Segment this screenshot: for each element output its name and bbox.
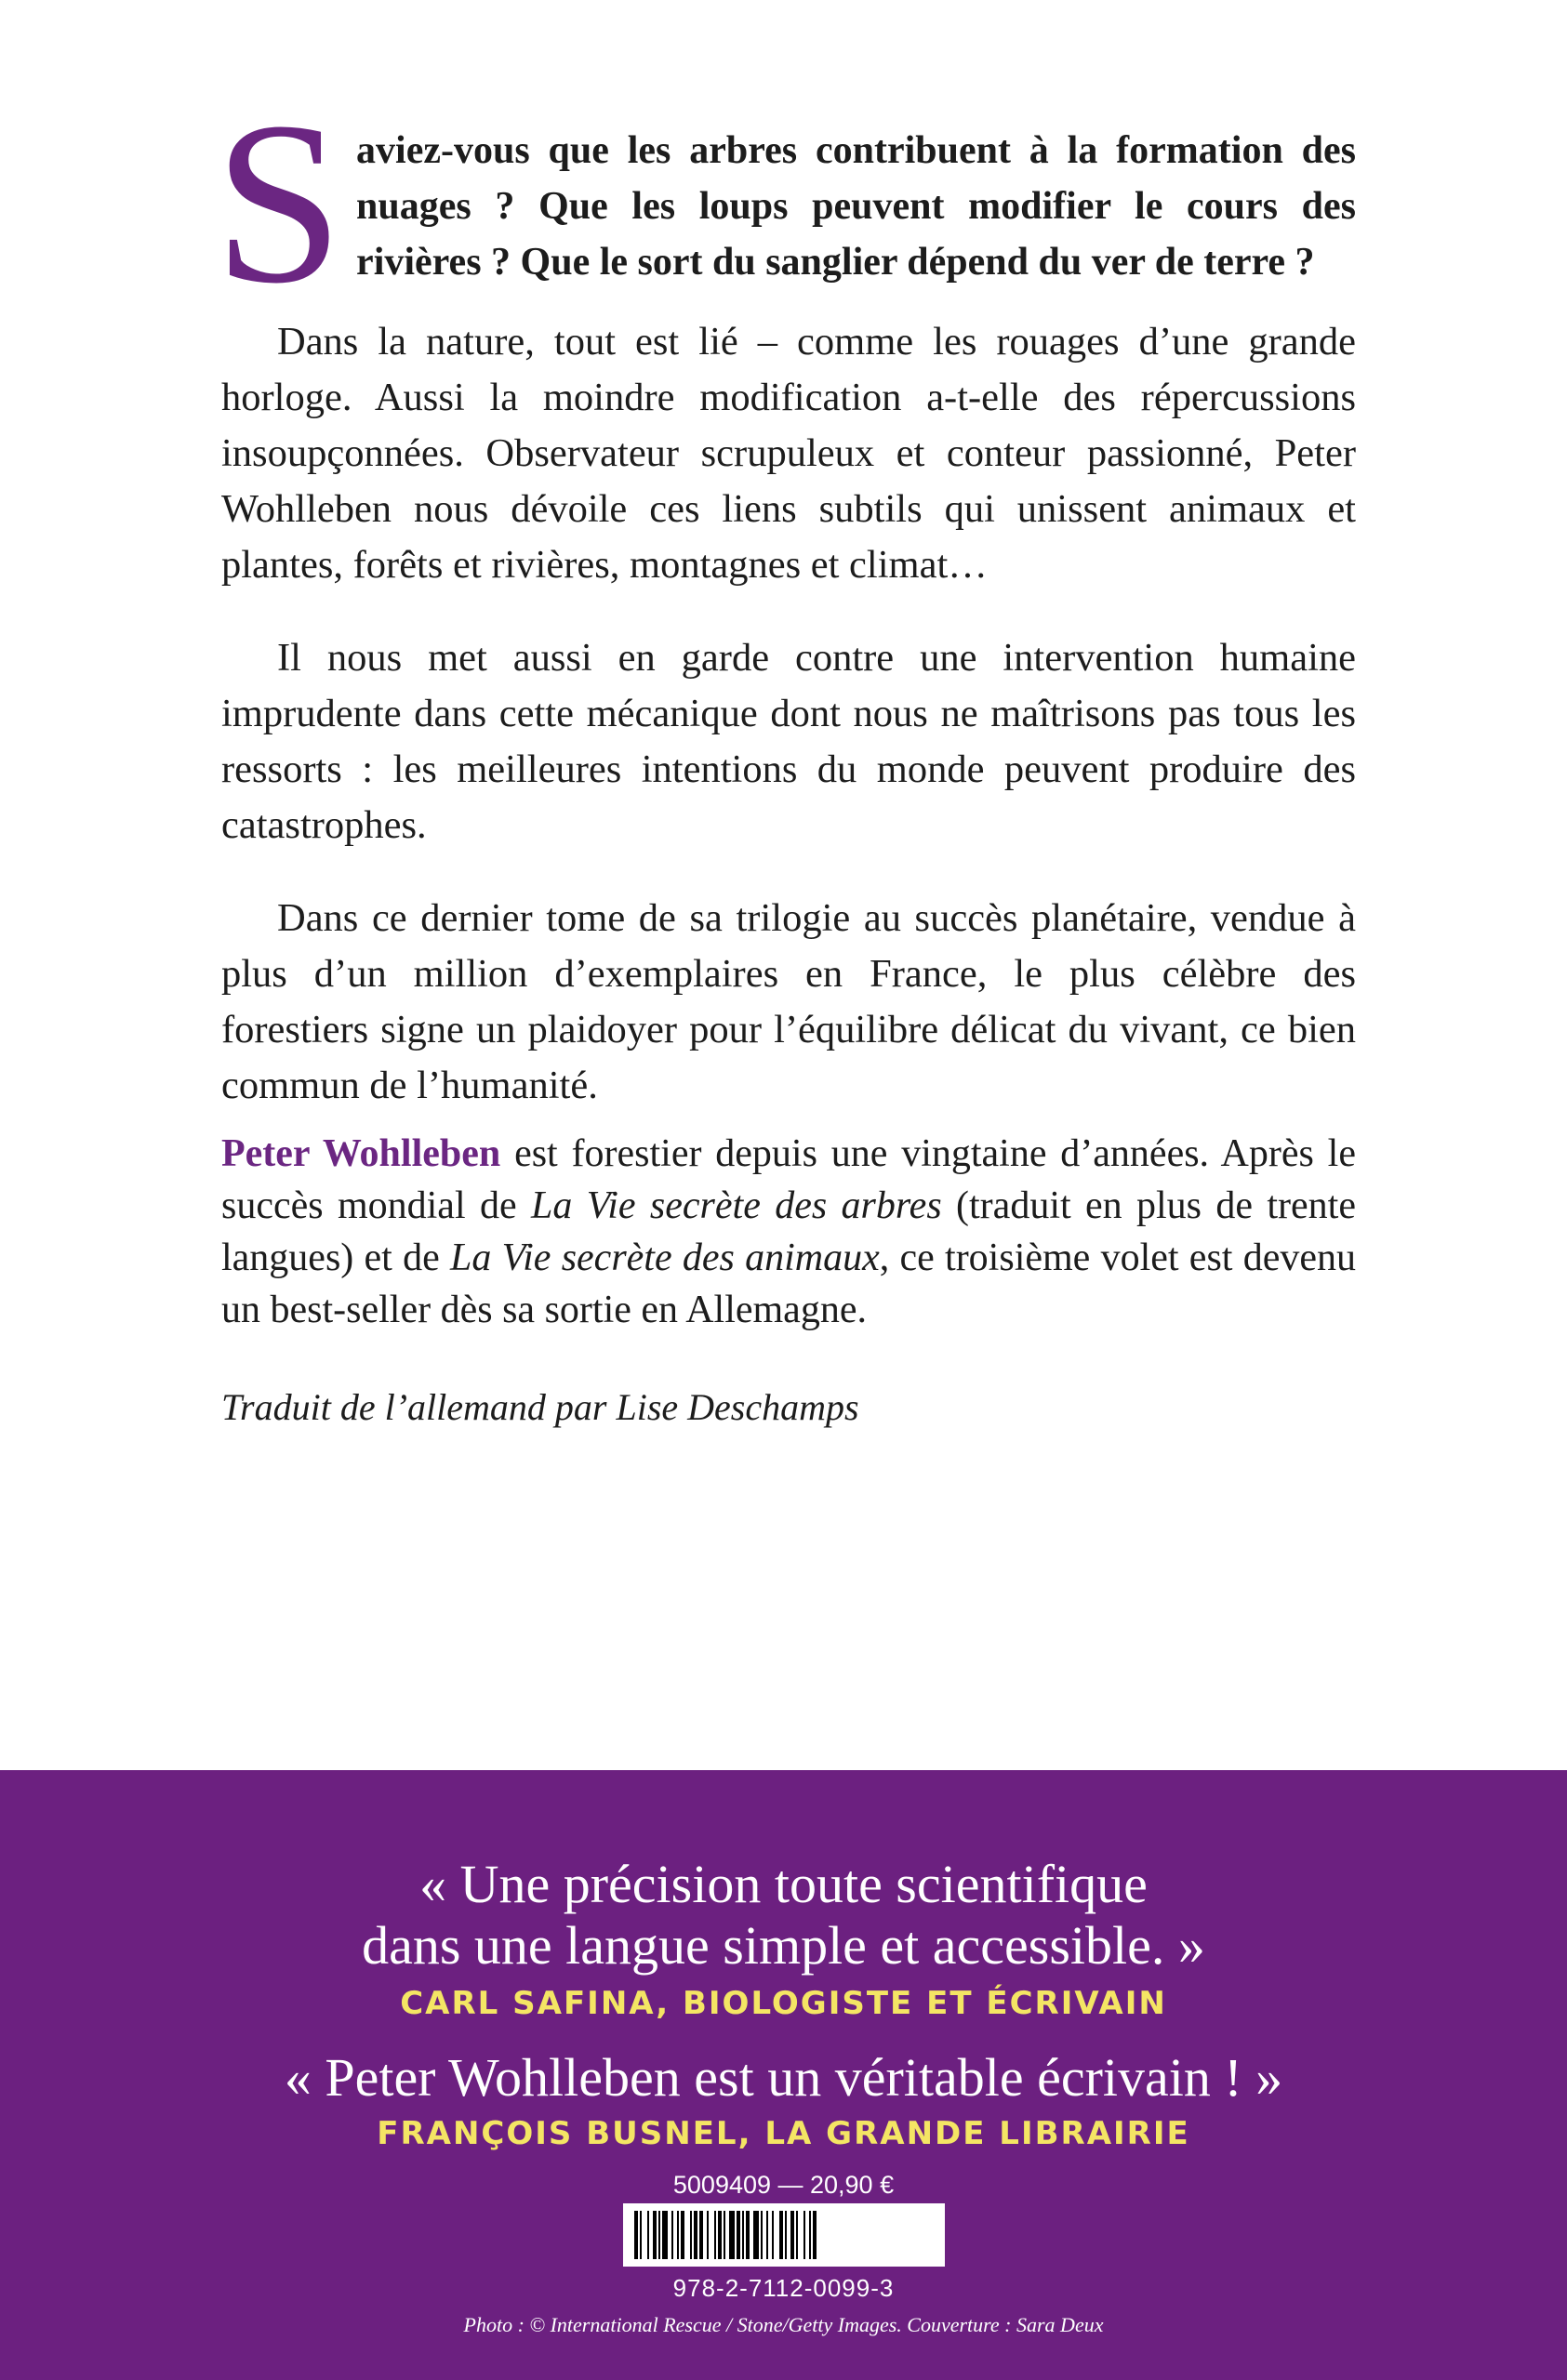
- quote-2: « Peter Wohlleben est un véritable écrivain ! »: [284, 2047, 1283, 2108]
- barcode-bar: [724, 2211, 725, 2259]
- paragraph-1: Dans la nature, tout est lié – comme les rouages d’une grande horloge. Aussi la moindre modification a-t-elle des répercussions insoupçonnées. Observateur scrupuleux et conteur passionné, Peter Wohlleben nous dévoile ces liens subtils qui unissent animaux et plantes, forêts et rivières, montagnes et climat…: [221, 320, 1356, 587]
- barcode-bar: [671, 2211, 673, 2259]
- photo-credits: Photo : © International Rescue / Stone/Getty Images. Couverture : Sara Deux: [463, 2313, 1104, 2336]
- drop-cap: S: [214, 74, 344, 332]
- barcode-bar: [813, 2211, 817, 2259]
- barcode-bars: [632, 2211, 936, 2259]
- barcode-bar: [796, 2211, 798, 2259]
- quote-1-line-1: « Une précision toute scientifique: [419, 1854, 1148, 1914]
- translator-credit: Traduit de l’allemand par Lise Deschamps: [221, 1386, 859, 1428]
- paragraph-2: Il nous met aussi en garde contre une intervention humaine imprudente dans cette mécanique dont nous ne maîtrisons pas tous les ressorts : les meilleures intentions du monde peuvent produire des catastrophes.: [221, 636, 1356, 847]
- barcode-bar: [803, 2211, 805, 2259]
- quote-1-attribution: CARL SAFINA, BIOLOGISTE ET ÉCRIVAIN: [400, 1985, 1167, 2022]
- author-name: Peter Wohlleben: [221, 1132, 501, 1175]
- barcode-bar: [742, 2211, 744, 2259]
- barcode-bar: [729, 2211, 735, 2259]
- book-title-2: La Vie secrète des animaux: [449, 1236, 880, 1279]
- barcode-bar: [653, 2211, 657, 2259]
- paragraph-3: Dans ce dernier tome de sa trilogie au succès planétaire, vendue à plus d’un million d’exemplaires en France, le plus célèbre des forestiers signe un plaidoyer pour l’équilibre délicat du vivant, ce bien commun de l’humanité.: [221, 896, 1356, 1107]
- isbn: 978-2-7112-0099-3: [672, 2274, 895, 2302]
- barcode-bar: [714, 2211, 716, 2259]
- barcode-bar: [766, 2211, 768, 2259]
- quote-2-attribution: FRANÇOIS BUSNEL, LA GRANDE LIBRAIRIE: [377, 2115, 1190, 2152]
- author-bio-text-2: (traduit en plus de trente langues) et de: [221, 1184, 1356, 1279]
- barcode-bar: [699, 2211, 703, 2259]
- barcode-bar: [809, 2211, 811, 2259]
- author-bio-text-3: , ce troisième volet est devenu un best-seller dès sa sortie en Allemagne.: [221, 1236, 1356, 1331]
- barcode-bar: [772, 2211, 774, 2259]
- barcode-bar: [779, 2211, 783, 2259]
- author-bio-text-1: est forestier depuis une vingtaine d’années. Après le succès mondial de: [221, 1132, 1356, 1227]
- book-title-1: La Vie secrète des arbres: [530, 1184, 942, 1227]
- barcode-bar: [677, 2211, 679, 2259]
- barcode-bar: [746, 2211, 750, 2259]
- barcode-bar: [690, 2211, 692, 2259]
- barcode-bar: [634, 2211, 638, 2259]
- barcode-bar: [718, 2211, 722, 2259]
- barcode-bar: [785, 2211, 787, 2259]
- quote-1-line-2: dans une langue simple et accessible. »: [362, 1915, 1205, 1976]
- price-line: 5009409 — 20,90 €: [672, 2171, 895, 2199]
- intro-paragraph: [214, 74, 1356, 332]
- barcode-bar: [737, 2211, 740, 2259]
- barcode-bar: [761, 2211, 763, 2259]
- description: [221, 314, 1356, 1151]
- barcode: [623, 2203, 945, 2267]
- author-bio: [221, 1128, 1356, 1336]
- barcode-bar: [681, 2211, 684, 2259]
- barcode-bar: [658, 2211, 660, 2259]
- barcode-bar: [753, 2211, 759, 2259]
- barcode-bar: [694, 2211, 697, 2259]
- barcode-bar: [707, 2211, 709, 2259]
- barcode-bar: [790, 2211, 794, 2259]
- barcode-bar: [647, 2211, 649, 2259]
- barcode-bar: [640, 2211, 642, 2259]
- intro-text: aviez-vous que les arbres contribuent à la formation des nuages ? Que les loups peuvent modifier le cours des rivières ? Que le sort du sanglier dépend du ver de terre ?: [356, 129, 1356, 284]
- barcode-bar: [662, 2211, 668, 2259]
